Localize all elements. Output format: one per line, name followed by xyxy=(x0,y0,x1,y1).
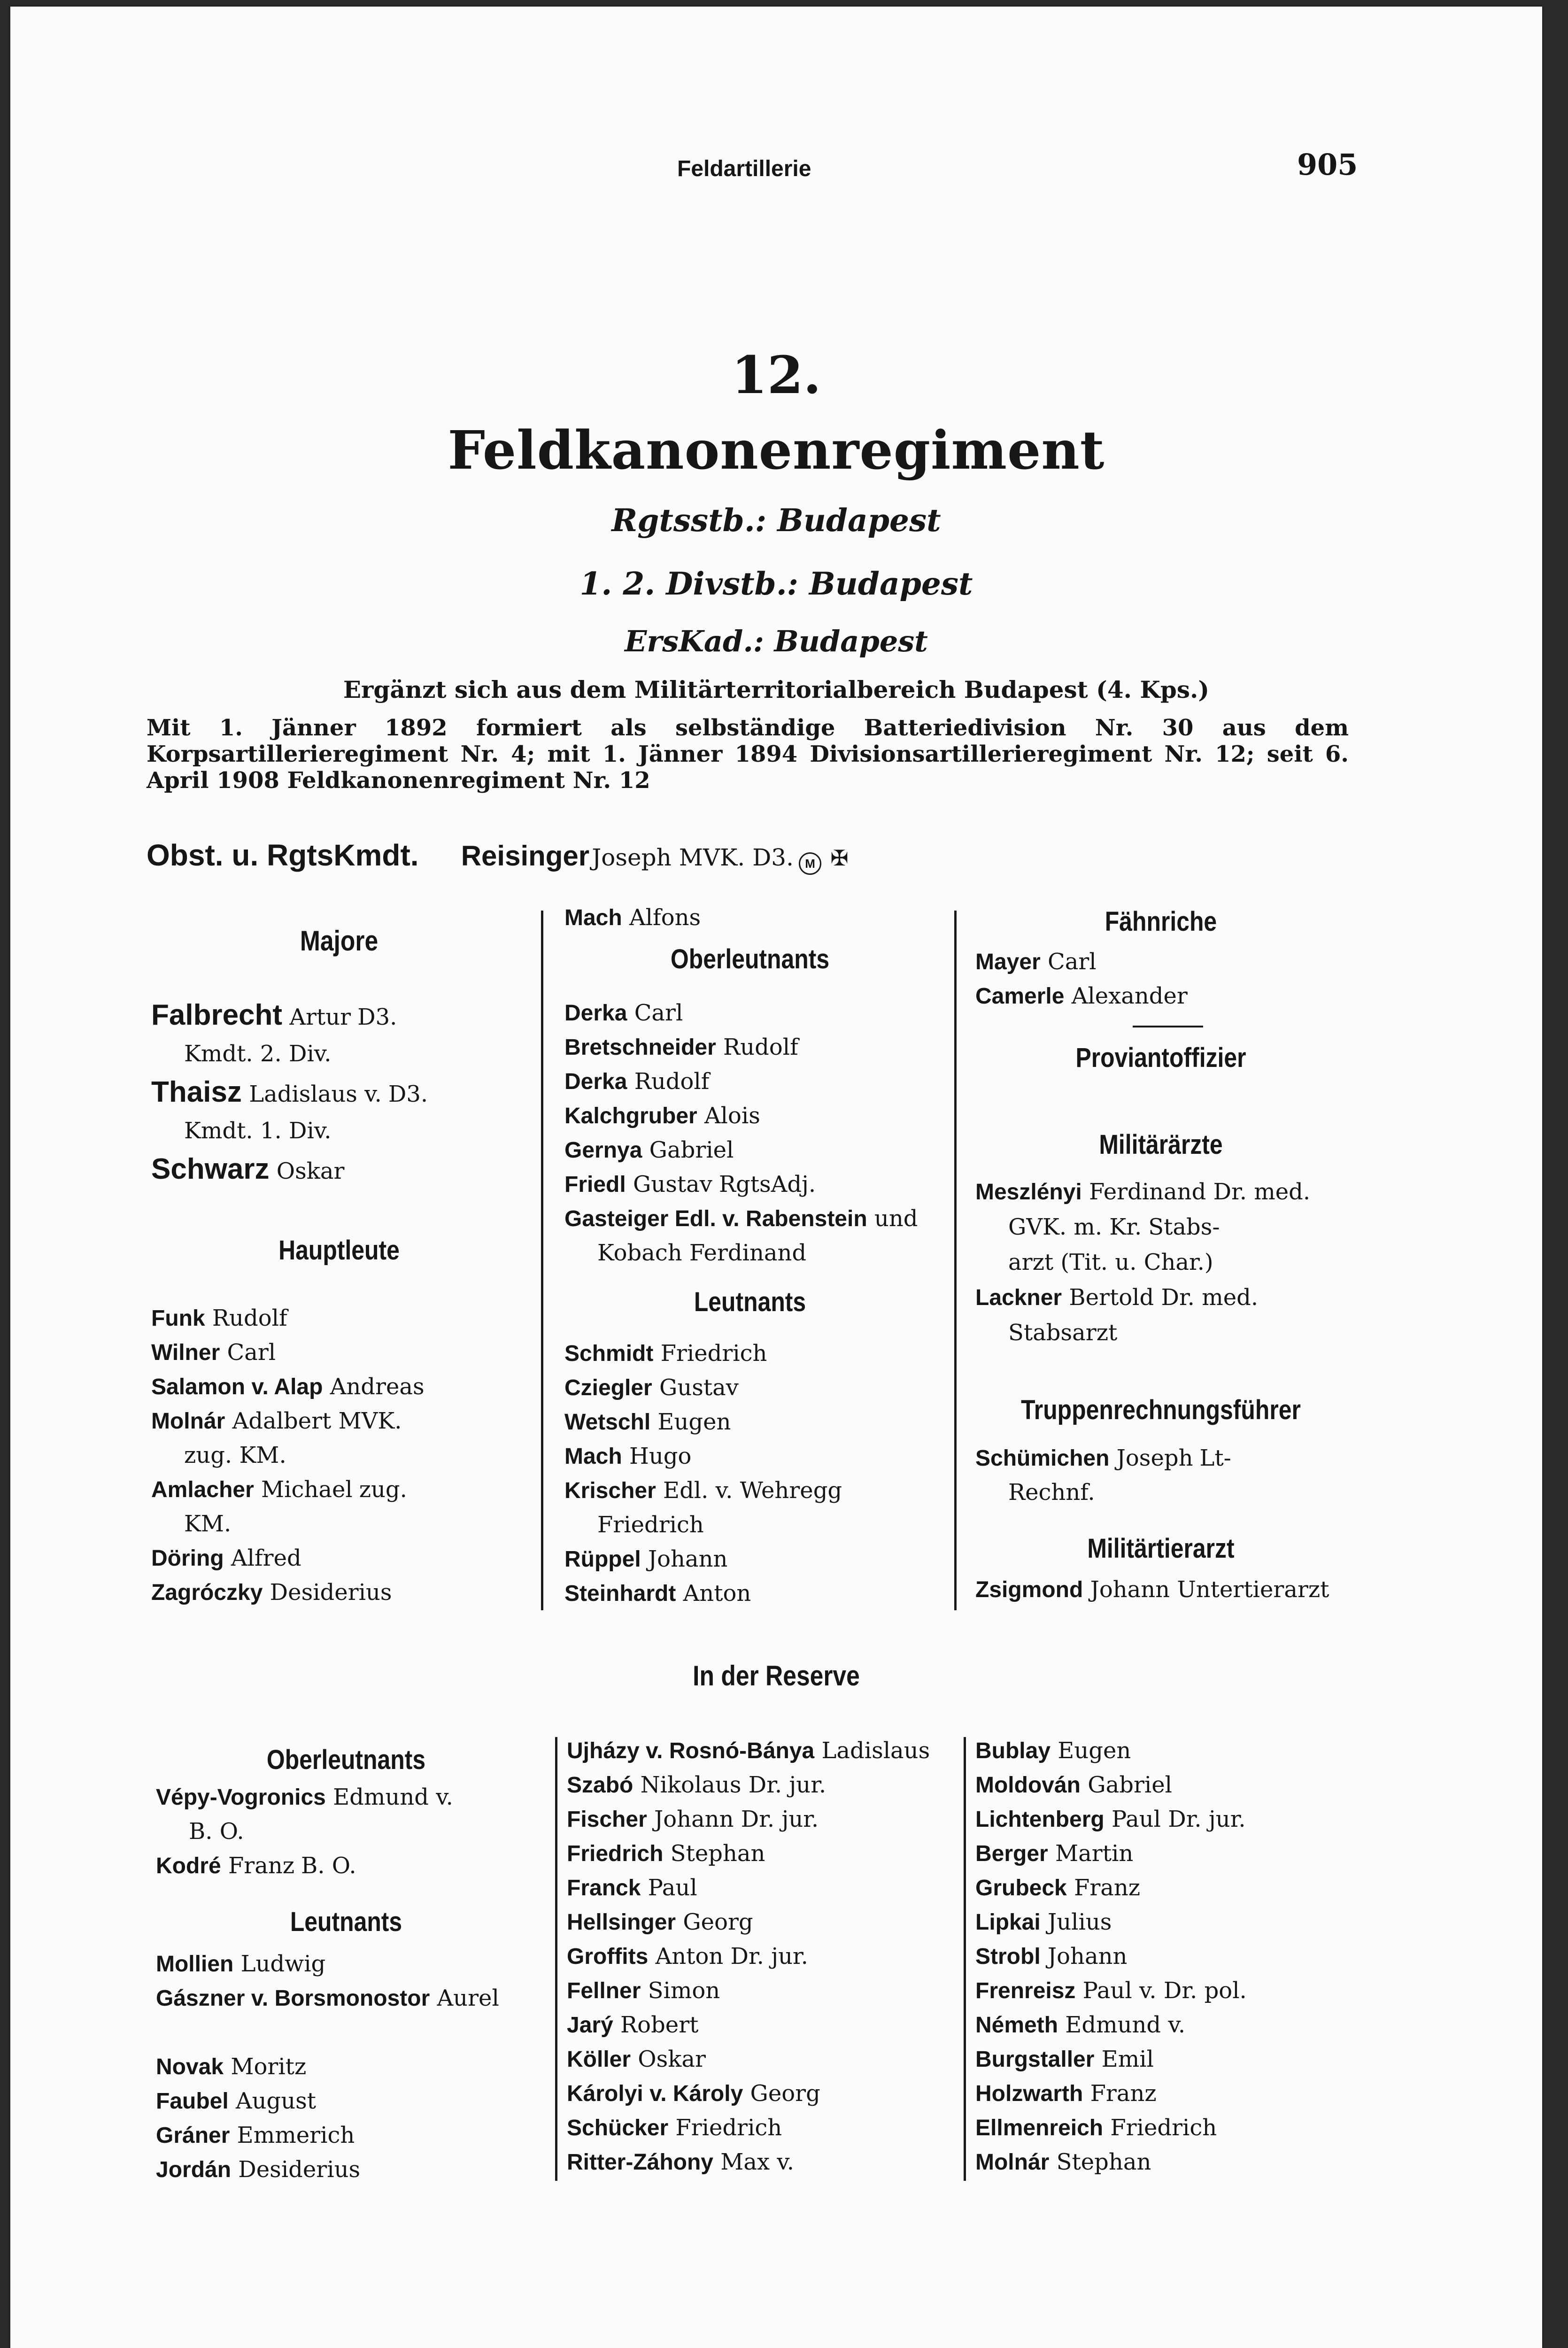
entry-surname: Derka xyxy=(564,1001,627,1026)
entry-surname: Friedl xyxy=(564,1172,626,1197)
list-item xyxy=(567,2012,698,2039)
entry-surname: Ellmenreich xyxy=(975,2116,1104,2140)
list-item xyxy=(975,1179,1310,1205)
entry-surname: Mayer xyxy=(975,950,1041,974)
list-item xyxy=(156,1985,499,2012)
list-item xyxy=(975,1977,1247,2004)
list-item xyxy=(151,1579,392,1606)
entry-given-name: Rudolf xyxy=(627,1068,710,1095)
list-item xyxy=(564,1340,767,1367)
section-hauptleute: Hauptleute xyxy=(278,1235,400,1266)
list-item xyxy=(564,1137,734,1164)
list-item xyxy=(975,1214,1220,1240)
regimental-staff: Rgtsstb.: Budapest xyxy=(611,502,941,539)
page-number: 905 xyxy=(1297,147,1358,182)
list-item xyxy=(564,1034,798,1061)
history-note: Mit 1. Jänner 1892 formiert als selbständige Batteriedivision Nr. 30 aus dem Korpsartillerieregiment Nr. 4; mit 1. Jänner 1894 Divisionsartillerieregiment Nr. 12; seit 6. April 1908 Feldkanonenregiment Nr. 12 xyxy=(147,715,1349,794)
entry-continuation: Kobach Ferdinand xyxy=(597,1240,807,1266)
reserve-divider-2 xyxy=(964,1737,966,2181)
list-item xyxy=(975,1320,1117,1346)
entry-given-name: Nikolaus Dr. jur. xyxy=(633,1772,826,1798)
list-item xyxy=(975,1840,1133,1867)
entry-surname: Wilner xyxy=(151,1340,220,1365)
list-item xyxy=(151,1153,345,1185)
entry-continuation: Kmdt. 2. Div. xyxy=(184,1041,332,1067)
entry-given-name: Alfons xyxy=(622,904,701,931)
column-divider-2 xyxy=(954,911,957,1610)
entry-given-name: Rudolf xyxy=(205,1305,287,1331)
reserve-divider-1 xyxy=(555,1737,557,2181)
section-rule xyxy=(1133,1026,1203,1027)
entry-surname: Wetschl xyxy=(564,1410,651,1435)
entry-surname: Ritter-Záhony xyxy=(567,2150,713,2175)
list-item xyxy=(567,2115,782,2141)
section-reserve: In der Reserve xyxy=(693,1660,860,1691)
list-item xyxy=(564,1171,816,1198)
entry-given-name: Ladislaus xyxy=(814,1738,930,1764)
entry-surname: Franck xyxy=(567,1876,641,1900)
section-majore: Majore xyxy=(300,925,378,957)
list-item xyxy=(151,1305,287,1332)
list-item xyxy=(975,1445,1231,1472)
entry-given-name: Artur xyxy=(282,1004,351,1030)
entry-given-name: Oskar xyxy=(631,2046,706,2072)
list-item xyxy=(975,1772,1172,1799)
list-item xyxy=(567,2149,794,2176)
entry-given-name: Stephan xyxy=(1049,2149,1151,2175)
list-item xyxy=(151,1374,425,1400)
entry-surname: Bretschneider xyxy=(564,1035,716,1060)
list-item xyxy=(151,1511,231,1537)
list-item xyxy=(975,2115,1217,2141)
list-item xyxy=(564,1512,704,1538)
entry-given-name: Emmerich xyxy=(230,2122,355,2148)
list-item xyxy=(567,2046,706,2073)
entry-surname: Derka xyxy=(564,1069,627,1094)
list-item xyxy=(151,1118,331,1144)
entry-surname: Szabó xyxy=(567,1773,633,1798)
entry-surname: Zagróczky xyxy=(151,1580,263,1605)
entry-surname: Molnár xyxy=(151,1409,225,1434)
entry-surname: Fischer xyxy=(567,1807,647,1832)
entry-given-name: Georg xyxy=(676,1909,753,1935)
entry-surname: Amlacher xyxy=(151,1477,254,1502)
entry-surname: Thaisz xyxy=(151,1076,242,1108)
entry-surname: Rüppel xyxy=(564,1547,641,1572)
entry-surname: Strobl xyxy=(975,1944,1041,1969)
list-item xyxy=(975,1909,1112,1936)
entry-surname: Mach xyxy=(564,1444,622,1469)
entry-given-name: Carl xyxy=(220,1339,276,1366)
section-res-oberleutnants: Oberleutnants xyxy=(266,1745,426,1775)
entry-surname: Kodré xyxy=(156,1854,221,1878)
entry-given-name: Martin xyxy=(1048,1840,1134,1867)
list-item xyxy=(567,2080,820,2107)
entry-continuation: arzt (Tit. u. Char.) xyxy=(1008,1249,1213,1275)
list-item xyxy=(564,1068,710,1095)
entry-given-name: Anton Dr. jur. xyxy=(648,1943,808,1970)
list-item xyxy=(564,1546,727,1573)
list-item xyxy=(975,1943,1127,1970)
entry-given-name: Franz xyxy=(1066,1875,1141,1901)
entry-given-name: Franz xyxy=(221,1853,295,1879)
list-item xyxy=(975,2046,1154,2073)
entry-surname: Jordán xyxy=(156,2157,232,2182)
entry-given-name: Joseph xyxy=(1109,1445,1193,1471)
list-item xyxy=(564,1580,751,1607)
entry-surname: Friedrich xyxy=(567,1841,664,1866)
commander-surname: Reisinger xyxy=(461,840,590,872)
regiment-title: Feldkanonenregiment xyxy=(448,420,1105,481)
entry-given-name: Carl xyxy=(1040,949,1097,975)
entry-given-name: Friedrich xyxy=(668,2115,782,2141)
list-item xyxy=(156,2088,316,2115)
entry-surname: Cziegler xyxy=(564,1375,652,1400)
list-item xyxy=(567,1738,930,1764)
list-item xyxy=(975,1738,1131,1764)
list-item xyxy=(564,1477,842,1504)
list-item xyxy=(156,1784,453,1811)
entry-surname: Gráner xyxy=(156,2123,230,2148)
entry-given-name: Friedrich xyxy=(653,1340,767,1367)
list-item xyxy=(567,1943,808,1970)
entry-suffix: Lt- xyxy=(1199,1445,1231,1471)
entry-given-name: Gustav xyxy=(626,1171,712,1197)
entry-surname: Holzwarth xyxy=(975,2081,1083,2106)
entry-given-name: Hugo xyxy=(622,1443,692,1469)
entry-surname: Steinhardt xyxy=(564,1581,676,1606)
entry-continuation: Kmdt. 1. Div. xyxy=(184,1118,332,1144)
entry-given-name: Georg xyxy=(743,2080,820,2107)
entry-surname: Károlyi v. Károly xyxy=(567,2081,743,2106)
page xyxy=(10,7,1542,2348)
section-proviantoffizier: Proviantoffizier xyxy=(1075,1043,1246,1073)
entry-surname: Kalchgruber xyxy=(564,1104,697,1128)
entry-surname: Frenreisz xyxy=(975,1978,1076,2003)
entry-surname: Gernya xyxy=(564,1138,642,1163)
entry-surname: Grubeck xyxy=(975,1876,1067,1900)
entry-surname: Mach xyxy=(564,905,622,930)
entry-continuation: KM. xyxy=(184,1511,232,1537)
entry-suffix: D3. xyxy=(357,1004,397,1030)
list-item xyxy=(975,949,1097,975)
entry-given-name: Desiderius xyxy=(263,1579,392,1606)
entry-surname: Krischer xyxy=(564,1478,656,1503)
list-item xyxy=(151,1041,331,1067)
entry-surname: Hellsinger xyxy=(567,1910,676,1935)
entry-surname: Funk xyxy=(151,1306,205,1331)
entry-given-name: Johann xyxy=(1040,1943,1128,1970)
list-item xyxy=(156,1818,244,1845)
list-item xyxy=(975,1576,1329,1603)
entry-suffix: D3. xyxy=(388,1081,428,1107)
entry-given-name: Franz xyxy=(1083,2080,1157,2107)
list-item xyxy=(564,1443,691,1470)
entry-given-name: Ludwig xyxy=(233,1951,326,1977)
entry-surname: Lichtenberg xyxy=(975,1807,1105,1832)
column-divider-1 xyxy=(541,911,543,1610)
entry-given-name: Moritz xyxy=(224,2054,307,2080)
entry-surname: Ujházy v. Rosnó-Bánya xyxy=(567,1738,815,1763)
list-item xyxy=(564,1000,683,1027)
entry-given-name: Gustav xyxy=(652,1375,739,1401)
entry-given-name: Ferdinand Dr. med. xyxy=(1081,1179,1311,1205)
entry-given-name: Eugen xyxy=(1050,1738,1131,1764)
entry-surname: Salamon v. Alap xyxy=(151,1375,323,1399)
entry-given-name: Simon xyxy=(641,1977,720,2004)
entry-continuation: Stabsarzt xyxy=(1008,1320,1118,1346)
list-item xyxy=(156,2122,355,2149)
section-oberleutnants: Oberleutnants xyxy=(670,944,830,974)
list-item xyxy=(567,1977,720,2004)
entry-given-name: Adalbert MVK. xyxy=(225,1408,402,1434)
entry-given-name: Johann Dr. jur. xyxy=(647,1806,819,1832)
list-item xyxy=(564,904,701,931)
entry-surname: Vépy-Vogronics xyxy=(156,1785,326,1810)
entry-given-name: Edmund v. xyxy=(1058,2012,1186,2038)
entry-surname: Németh xyxy=(975,2013,1058,2038)
list-item xyxy=(151,1442,286,1468)
list-item xyxy=(975,1284,1258,1311)
entry-given-name: Anton xyxy=(676,1580,751,1607)
entry-surname: Schücker xyxy=(567,2116,669,2140)
entry-surname: Bublay xyxy=(975,1738,1051,1763)
entry-surname: Köller xyxy=(567,2047,631,2072)
entry-given-name: Paul Dr. jur. xyxy=(1104,1806,1246,1832)
list-item xyxy=(567,1909,753,1936)
reserve-cadre: ErsKad.: Budapest xyxy=(625,624,928,658)
entry-given-name: Max v. xyxy=(713,2149,795,2175)
entry-surname: Burgstaller xyxy=(975,2047,1095,2072)
entry-given-name: Edmund v. xyxy=(325,1784,453,1810)
regiment-number: 12. xyxy=(731,345,821,405)
entry-given-name: Robert xyxy=(613,2012,699,2038)
entry-surname: Moldován xyxy=(975,1773,1081,1798)
list-item xyxy=(567,1875,697,1901)
entry-given-name: Ladislaus v. xyxy=(241,1081,382,1107)
entry-given-name: Friedrich xyxy=(1103,2115,1217,2141)
entry-given-name: Stephan xyxy=(663,1840,765,1867)
entry-surname: Döring xyxy=(151,1546,224,1571)
list-item xyxy=(156,1853,356,1879)
entry-surname: Schümichen xyxy=(975,1446,1110,1471)
division-staff: 1. 2. Divstb.: Budapest xyxy=(579,565,973,602)
section-res-leutnants: Leutnants xyxy=(290,1907,402,1937)
list-item xyxy=(151,999,397,1031)
list-item xyxy=(151,1545,301,1572)
list-item xyxy=(564,1103,760,1129)
entry-given-name: Carl xyxy=(627,1000,683,1026)
entry-surname: Fellner xyxy=(567,1978,641,2003)
entry-surname: Jarý xyxy=(567,2013,613,2038)
entry-surname: Gasteiger Edl. v. Rabenstein xyxy=(564,1206,867,1231)
entry-surname: Faubel xyxy=(156,2089,229,2114)
cross-icon: ✠ xyxy=(830,845,849,871)
entry-given-name: Johann xyxy=(641,1546,728,1572)
entry-surname: Meszlényi xyxy=(975,1180,1082,1205)
list-item xyxy=(156,2054,306,2080)
list-item xyxy=(151,1339,276,1366)
entry-given-name: Andreas xyxy=(323,1374,425,1400)
list-item xyxy=(975,1806,1246,1833)
running-title: Feldartillerie xyxy=(677,156,811,181)
entry-suffix: zug. xyxy=(359,1476,407,1503)
list-item xyxy=(151,1408,402,1435)
entry-surname: Groffits xyxy=(567,1944,649,1969)
section-truppenrechnungsfuehrer: Truppenrechnungsführer xyxy=(1021,1395,1301,1425)
entry-given-name: Paul xyxy=(641,1875,697,1901)
entry-surname: Gászner v. Borsmonostor xyxy=(156,1986,430,2011)
list-item xyxy=(564,1240,806,1266)
list-item xyxy=(564,1375,739,1401)
entry-continuation: Rechnf. xyxy=(1008,1479,1095,1506)
list-item xyxy=(975,1479,1095,1506)
entry-suffix: RgtsAdj. xyxy=(718,1171,816,1197)
entry-given-name: August xyxy=(228,2088,317,2114)
section-militaeraerzte: Militärärzte xyxy=(1099,1129,1223,1160)
list-item xyxy=(567,1840,765,1867)
entry-given-name: Rudolf xyxy=(716,1034,798,1060)
entry-surname: Novak xyxy=(156,2054,224,2079)
entry-surname: Schwarz xyxy=(151,1153,270,1185)
list-item xyxy=(975,983,1188,1010)
list-item xyxy=(564,1205,918,1232)
entry-given-name: Michael xyxy=(254,1476,353,1503)
entry-surname: Mollien xyxy=(156,1952,234,1977)
list-item xyxy=(975,2149,1151,2176)
entry-given-name: Bertold Dr. med. xyxy=(1062,1284,1259,1311)
list-item xyxy=(564,1409,731,1436)
entry-surname: Falbrecht xyxy=(151,999,283,1031)
entry-continuation: B. O. xyxy=(189,1818,244,1845)
entry-surname: Schmidt xyxy=(564,1341,654,1366)
entry-given-name: Eugen xyxy=(650,1409,731,1435)
list-item xyxy=(567,1806,819,1833)
entry-given-name: Desiderius xyxy=(231,2156,361,2183)
section-militaertierarzt: Militärtierarzt xyxy=(1087,1533,1235,1564)
entry-given-name: Aurel xyxy=(430,1985,499,2011)
list-item xyxy=(975,1249,1213,1275)
section-faehnriche: Fähnriche xyxy=(1105,906,1217,937)
entry-given-name: Edl. v. Wehregg xyxy=(656,1477,842,1504)
list-item xyxy=(151,1076,428,1108)
entry-continuation: zug. KM. xyxy=(184,1442,286,1468)
entry-given-name: und xyxy=(867,1205,918,1232)
entry-given-name: Gabriel xyxy=(642,1137,734,1163)
entry-given-name: Oskar xyxy=(269,1158,345,1184)
entry-given-name: Johann Untertierarzt xyxy=(1083,1576,1329,1603)
entry-surname: Molnár xyxy=(975,2150,1050,2175)
entry-continuation: GVK. m. Kr. xyxy=(1008,1214,1142,1240)
entry-surname: Zsigmond xyxy=(975,1577,1083,1602)
entry-given-name: Julius xyxy=(1040,1909,1112,1935)
entry-given-name: Alois xyxy=(697,1103,760,1129)
commander-line xyxy=(147,838,849,875)
entry-surname: Lackner xyxy=(975,1285,1062,1310)
list-item xyxy=(567,1772,826,1799)
list-item xyxy=(975,2080,1157,2107)
list-item xyxy=(975,2012,1185,2039)
entry-continuation: Friedrich xyxy=(597,1512,704,1538)
entry-suffix: B. O. xyxy=(301,1853,356,1879)
list-item xyxy=(156,2156,360,2183)
medal-icon: M xyxy=(799,852,821,875)
entry-surname: Berger xyxy=(975,1841,1048,1866)
list-item xyxy=(975,1875,1140,1901)
commander-rank: Obst. u. RgtsKmdt. xyxy=(147,838,419,872)
entry-given-name: Alexander xyxy=(1064,983,1188,1009)
list-item xyxy=(151,1476,407,1503)
entry-given-name: Emil xyxy=(1094,2046,1154,2072)
list-item xyxy=(156,1951,325,1977)
section-leutnants: Leutnants xyxy=(694,1287,806,1317)
entry-surname: Lipkai xyxy=(975,1910,1041,1935)
recruitment-note: Ergänzt sich aus dem Militärterritorialbereich Budapest (4. Kps.) xyxy=(343,676,1210,703)
entry-given-name: Paul v. Dr. pol. xyxy=(1075,1977,1247,2004)
entry-surname: Camerle xyxy=(975,984,1065,1009)
entry-given-name: Gabriel xyxy=(1081,1772,1172,1798)
entry-suffix: Stabs- xyxy=(1148,1214,1220,1240)
commander-details: Joseph MVK. D3. xyxy=(592,844,794,871)
entry-given-name: Alfred xyxy=(224,1545,301,1571)
